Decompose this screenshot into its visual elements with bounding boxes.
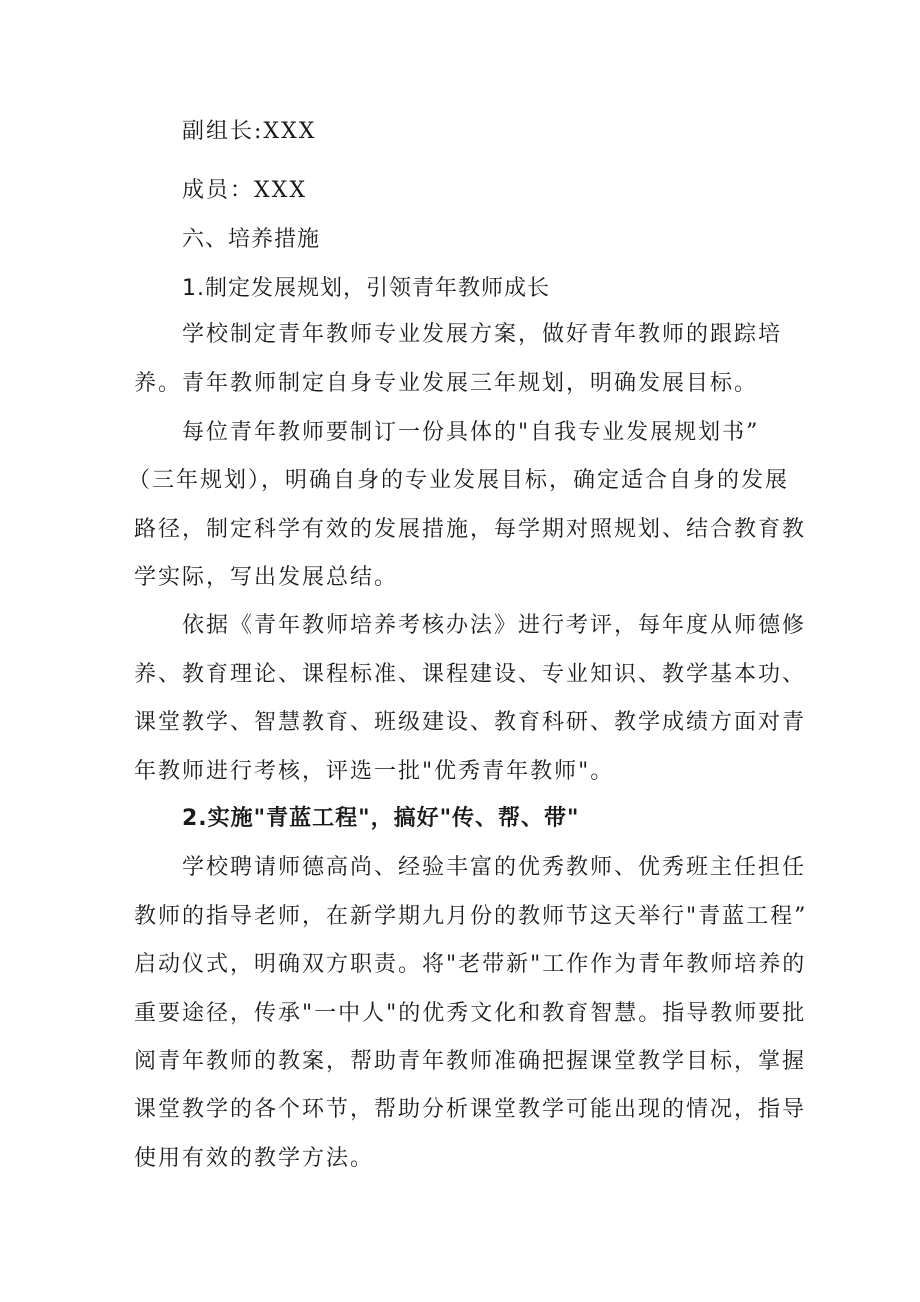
paragraph-line: 学校制定青年教师专业发展方案，做好青年教师的跟踪培 (182, 322, 783, 347)
paragraph-line: 启动仪式，明确双方职责。将"老带新"工作作为青年教师培养的 (134, 952, 807, 977)
paragraph-line: 学校聘请师德高尚、经验丰富的优秀教师、优秀班主任担任 (182, 855, 807, 880)
members-line: 成员：XXX (182, 178, 307, 203)
paragraph-line: 养。青年教师制定自身专业发展三年规划，明确发展目标。 (134, 371, 759, 396)
paragraph-line: 依据《青年教师培养考核办法》进行考评，每年度从师德修 (182, 613, 807, 638)
paragraph-line: 路径，制定科学有效的发展措施，每学期对照规划、结合教育教 (134, 517, 807, 542)
paragraph-line: 每位青年教师要制订一份具体的"自我专业发展规划书” (182, 420, 760, 445)
paragraph-line: 使用有效的教学方法。 (134, 1146, 375, 1171)
paragraph-line: 重要途径，传承"一中人"的优秀文化和教育智慧。指导教师要批 (134, 1001, 807, 1026)
paragraph-line: 年教师进行考核，评选一批"优秀青年教师"。 (134, 759, 615, 784)
paragraph-line: 学实际，写出发展总结。 (134, 565, 399, 590)
vice-leader-line: 副组长:XXX (182, 119, 317, 144)
subsection-heading-1: 1.制定发展规划，引领青年教师成长 (182, 276, 550, 301)
section-heading: 六、培养措施 (182, 227, 321, 252)
paragraph-line: 课堂教学的各个环节，帮助分析课堂教学可能出现的情况，指导 (134, 1097, 807, 1122)
paragraph-line: 课堂教学、智慧教育、班级建设、教育科研、教学成绩方面对青 (134, 710, 807, 735)
paragraph-line: （三年规划），明确自身的专业发展目标，确定适合自身的发展 (128, 468, 790, 493)
paragraph-line: 阅青年教师的教案，帮助青年教师准确把握课堂教学目标，掌握 (134, 1049, 807, 1074)
paragraph-line: 教师的指导老师，在新学期九月份的教师节这天举行"青蓝工程” (134, 904, 808, 929)
subsection-heading-2: 2.实施"青蓝工程"，搞好"传、帮、带" (182, 806, 580, 831)
paragraph-line: 养、教育理论、课程标准、课程建设、专业知识、教学基本功、 (134, 662, 807, 687)
